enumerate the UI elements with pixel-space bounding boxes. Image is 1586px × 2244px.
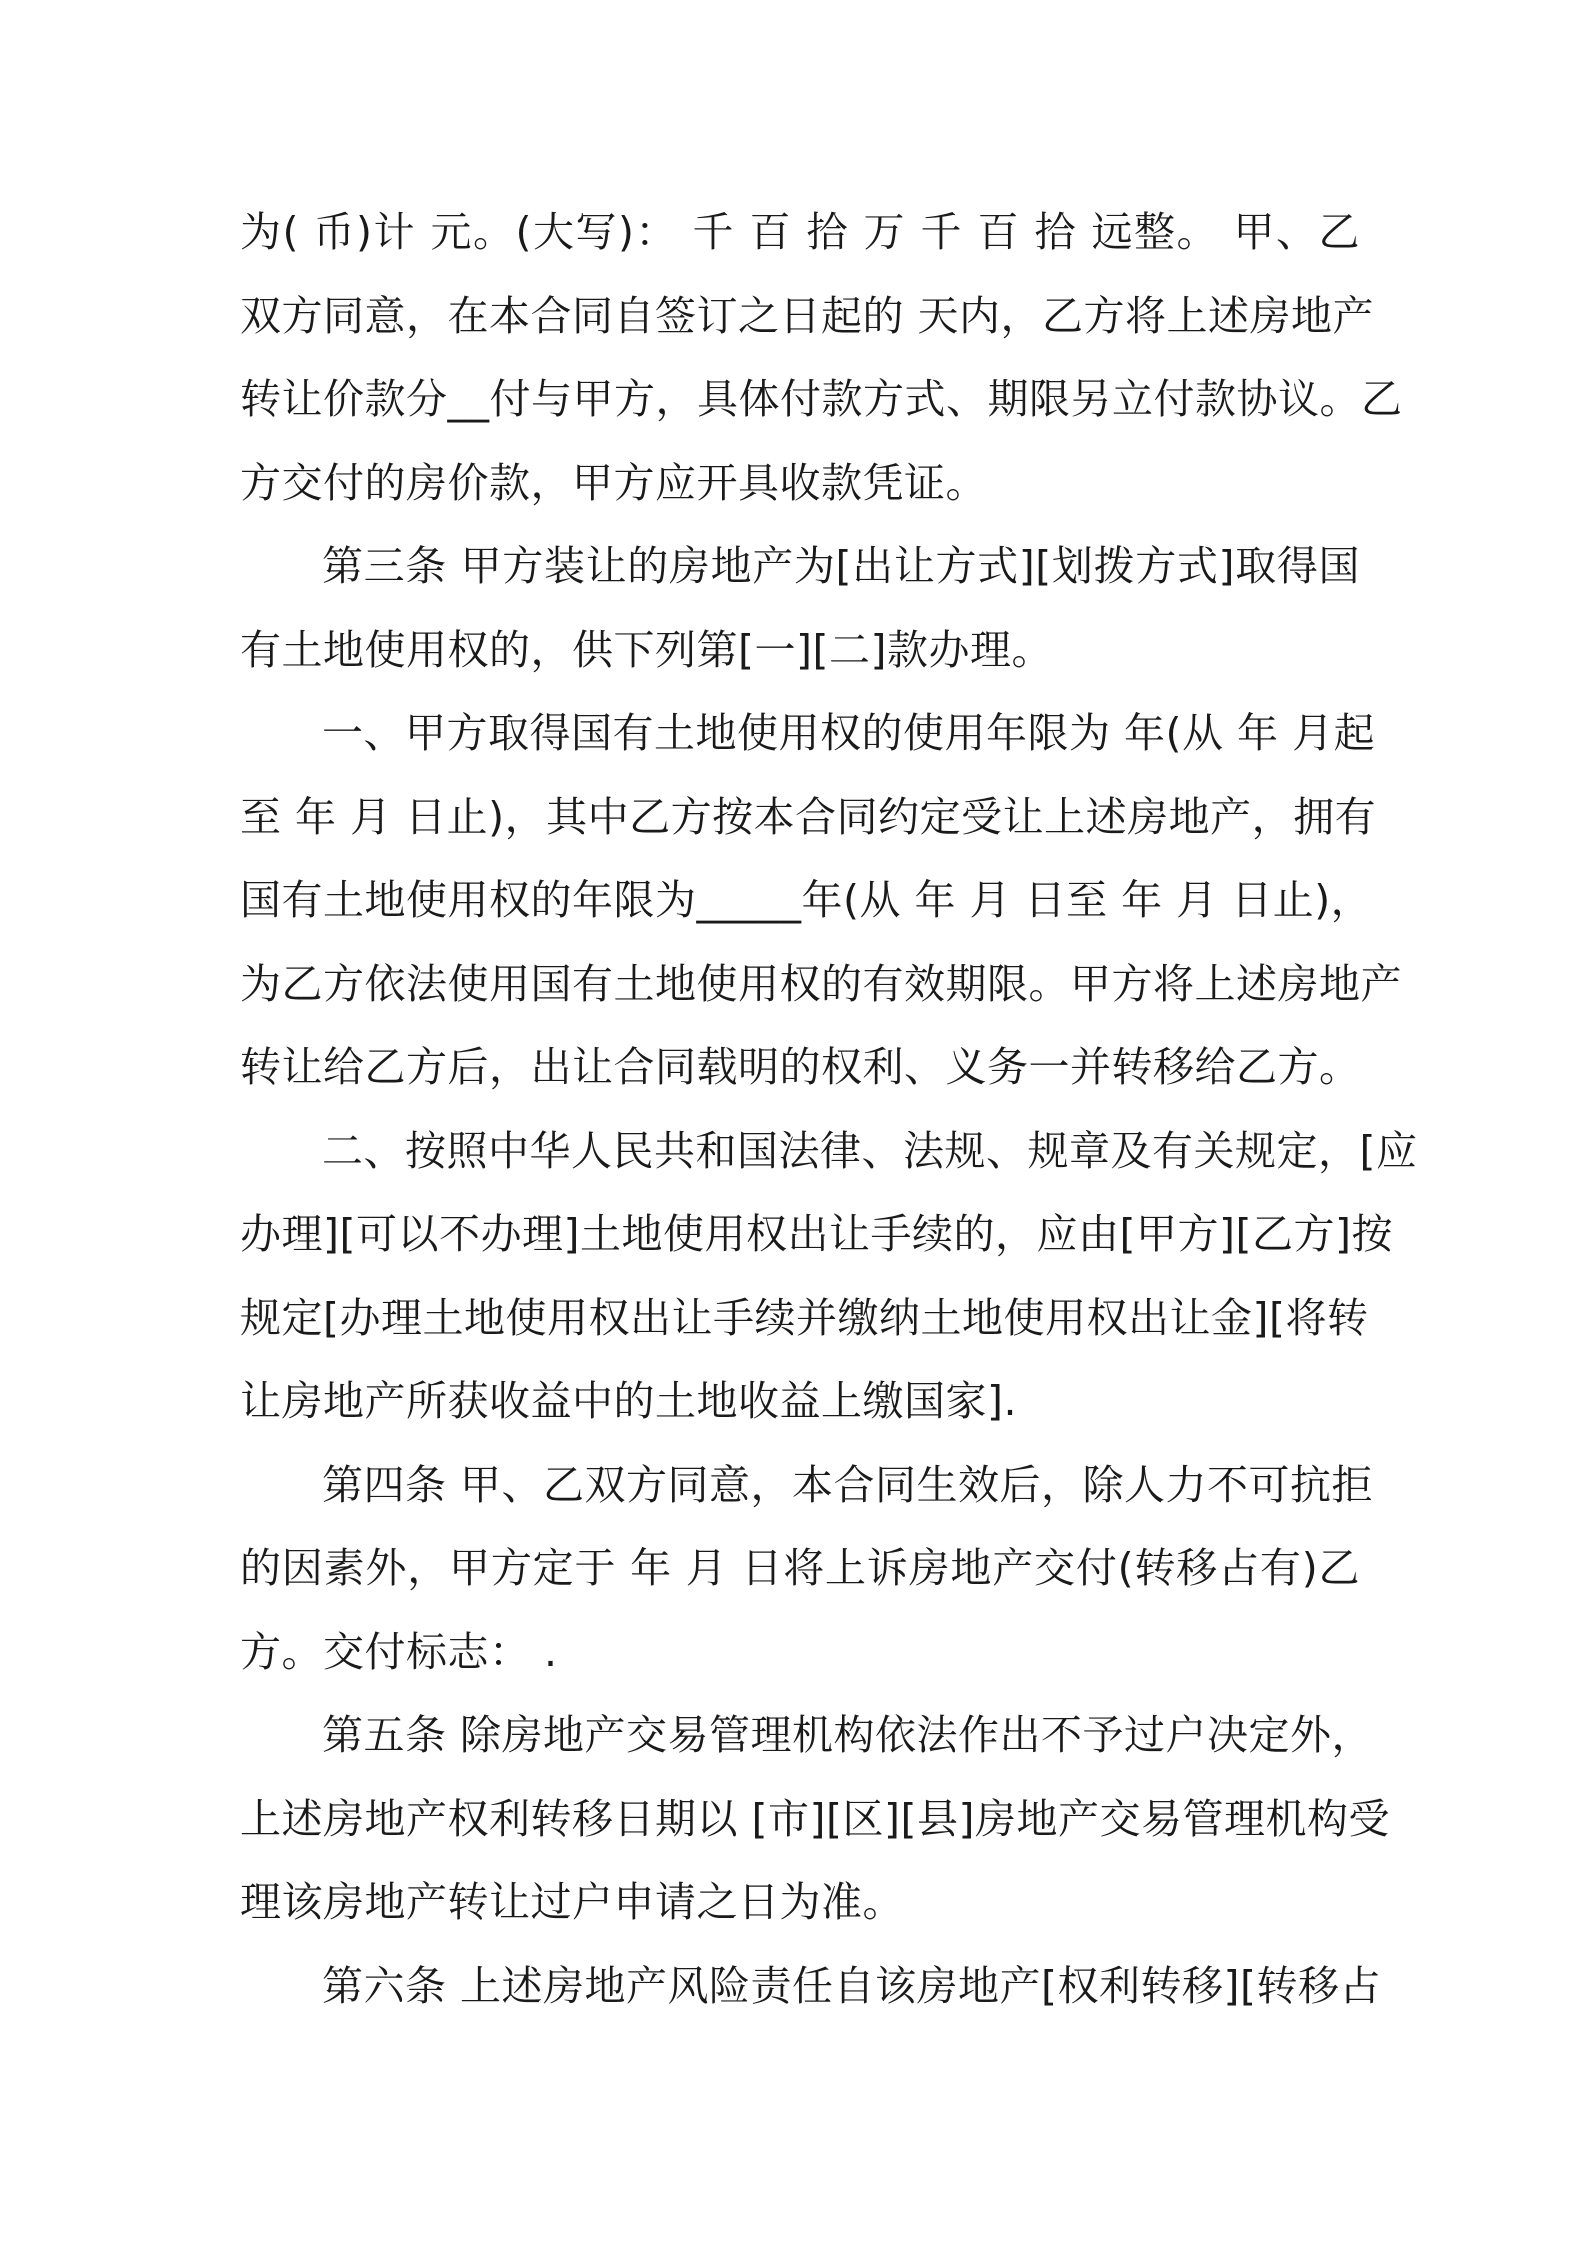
contract-body [240,191,1418,2028]
text-line: 国有土地使用权的年限为_____年(从 年 月 日至 年 月 日止)， [240,876,1373,924]
item-one-line: 一、甲方取得国有土地使用权的使用年限为 年(从 年 月起 [322,709,1376,757]
text-line: 让房地产所获收益中的土地收益上缴国家]. [240,1377,1018,1425]
text-line: 转让给乙方后，出让合同载明的权利、义务一并转移给乙方。 [240,1043,1361,1091]
text-line: 方交付的房价款，甲方应开具收款凭证。 [240,458,987,507]
text-line: 规定[办理土地使用权出让手续并缴纳土地使用权出让金][将转 [240,1293,1369,1342]
text-line: 上述房地产权利转移日期以 [市][区][县]房地产交易管理机构受 [240,1794,1391,1843]
article-5-heading-line: 第五条 除房地产交易管理机构依法作出不予过户决定外， [322,1711,1374,1759]
article-6-heading-line: 第六条 上述房地产风险责任自该房地产[权利转移][转移占 [322,1961,1382,2010]
text-line: 为( 币)计 元。(大写)： 千 百 拾 万 千 百 拾 远整。 甲、乙 [240,208,1360,256]
article-4-heading-line: 第四条 甲、乙双方同意，本合同生效后，除人力不可抗拒 [322,1460,1374,1509]
text-line: 双方同意，在本合同自签订之日起的 天内，乙方将上述房地产 [240,291,1375,340]
text-line: 至 年 月 日止)，其中乙方按本合同约定受让上述房地产，拥有 [240,792,1377,841]
item-two-line: 二、按照中华人民共和国法律、法规、规章及有关规定，[应 [322,1126,1418,1175]
text-line: 转让价款分__付与甲方，具体付款方式、期限另立付款协议。乙 [240,375,1403,423]
text-line: 的因素外，甲方定于 年 月 日将上诉房地产交付(转移占有)乙 [240,1544,1360,1592]
text-line: 有土地使用权的，供下列第[一][二]款办理。 [240,625,1053,674]
article-3-heading-line: 第三条 甲方装让的房地产为[出让方式][划拨方式]取得国 [322,542,1360,590]
text-line: 为乙方依法使用国有土地使用权的有效期限。甲方将上述房地产 [240,959,1402,1008]
text-line: 理该房地产转让过户申请之日为准。 [240,1878,904,1926]
text-line: 方。交付标志： . [240,1627,558,1676]
text-line: 办理][可以不办理]土地使用权出让手续的，应由[甲方][乙方]按 [240,1210,1393,1258]
